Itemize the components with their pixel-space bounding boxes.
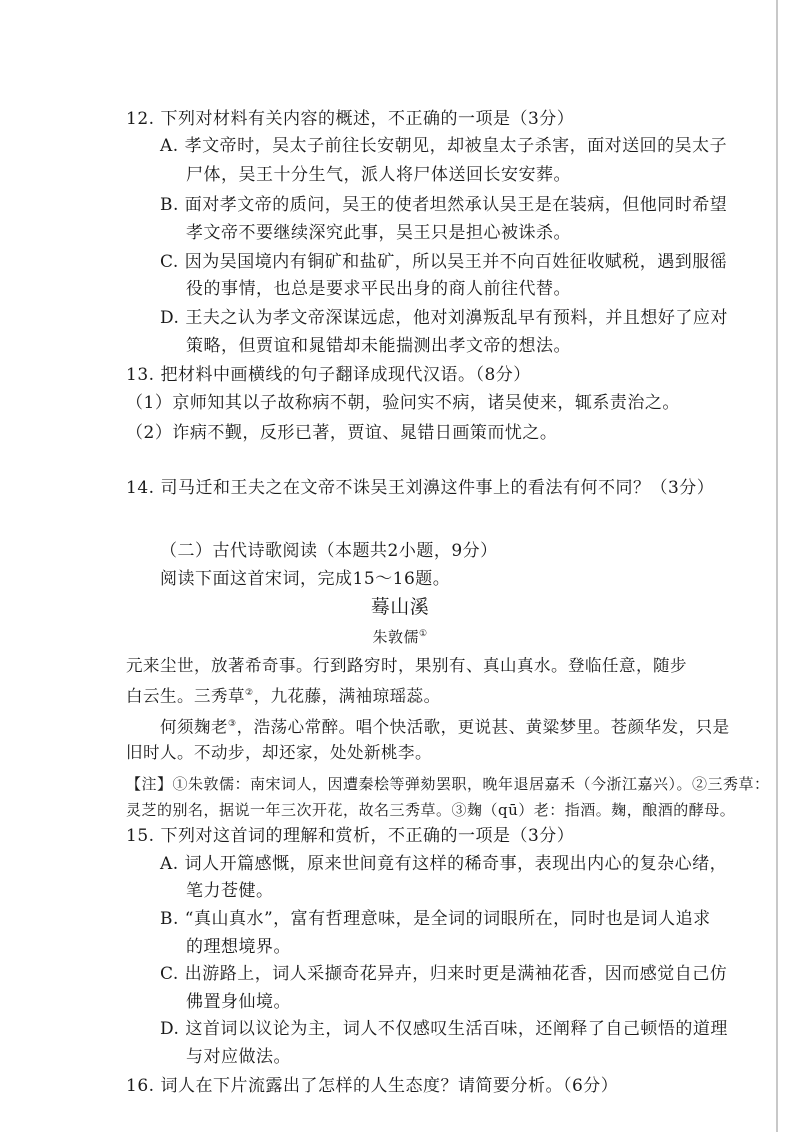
- author-footnote-mark: ①: [418, 629, 428, 639]
- poem-line-2a: 白云生。三秀草: [126, 686, 245, 706]
- q13-sentence-2: （2）诈病不觐，反形已著，贾谊、晁错日画策而忧之。: [126, 423, 558, 443]
- q14-stem: 14. 司马迁和王夫之在文帝不诛吴王刘濞这件事上的看法有何不同？（3分）: [126, 478, 715, 498]
- poem-note-line-2: 灵芝的别名，据说一年三次开花，故名三秀草。③麹（qū）老：指酒。麹，酿酒的酵母。: [126, 801, 736, 819]
- q15-option-d: D. 这首词以议论为主，词人不仅感叹生活百味，还阐释了自己顿悟的道理: [160, 1019, 728, 1039]
- page-edge: [776, 0, 778, 1132]
- q12-option-d-cont: 策略，但贾谊和晁错却未能揣测出孝文帝的想法。: [186, 336, 571, 356]
- q15-option-d-cont: 与对应做法。: [186, 1047, 291, 1067]
- poem-author-name: 朱敦儒: [372, 628, 419, 646]
- q15-stem: 15. 下列对这首词的理解和赏析，不正确的一项是（3分）: [126, 826, 575, 846]
- q15-option-b-cont: 的理想境界。: [186, 937, 291, 957]
- poem-author: [0, 621, 800, 650]
- footnote-mark-2: ②: [245, 688, 254, 698]
- q12-stem: 12. 下列对材料有关内容的概述，不正确的一项是（3分）: [126, 109, 575, 129]
- section-heading: （二）古代诗歌阅读（本题共2小题，9分）: [160, 541, 498, 561]
- poem-line-3: [160, 711, 730, 741]
- footnote-mark-3: ③: [228, 719, 237, 729]
- q16-stem: 16. 词人在下片流露出了怎样的人生态度？请简要分析。（6分）: [126, 1076, 619, 1096]
- q12-option-c: C. 因为吴国境内有铜矿和盐矿，所以吴王并不向百姓征收赋税，遇到服徭: [160, 252, 728, 272]
- q12-option-a: A. 孝文帝时，吴太子前往长安朝见，却被皇太子杀害，面对送回的吴太子: [160, 136, 728, 156]
- q15-option-b: B. “真山真水”，富有哲理意味，是全词的词眼所在，同时也是词人追求: [160, 909, 711, 929]
- poem-line-2b: ，九花藤，满袖琼瑶蕊。: [253, 686, 441, 706]
- poem-title: 蓦山溪: [370, 596, 430, 618]
- poem-line-4: 旧时人。不动步，却还家，处处新桃李。: [126, 743, 432, 762]
- section-instruction: 阅读下面这首宋词，完成15～16题。: [160, 569, 451, 589]
- q12-option-a-cont: 尸体，吴王十分生气，派人将尸体送回长安安葬。: [186, 165, 571, 185]
- q15-option-c-cont: 佛置身仙境。: [186, 992, 291, 1012]
- poem-line-2: [126, 680, 441, 710]
- poem-line-3a: 何须麹老: [160, 717, 228, 737]
- q12-option-b: B. 面对孝文帝的质问，吴王的使者坦然承认吴王是在装病，但他同时希望: [160, 195, 728, 215]
- q13-stem: 13. 把材料中画横线的句子翻译成现代汉语。（8分）: [126, 365, 531, 385]
- q12-option-d: D. 王夫之认为孝文帝深谋远虑，他对刘濞叛乱早有预料，并且想好了应对: [160, 308, 728, 328]
- q15-option-c: C. 出游路上，词人采撷奇花异卉，归来时更是满袖花香，因而感觉自己仿: [160, 964, 728, 984]
- q12-option-b-cont: 孝文帝不要继续深究此事，吴王只是担心被诛杀。: [186, 223, 571, 243]
- q12-option-c-cont: 役的事情，也总是要求平民出身的商人前往代替。: [186, 279, 571, 299]
- poem-note-line-1: 【注】①朱敦儒：南宋词人，因遭秦桧等弹劾罢职，晚年退居嘉禾（今浙江嘉兴）。②三秀草：: [126, 775, 770, 793]
- q15-option-a-cont: 笔力苍健。: [186, 881, 274, 901]
- q13-sentence-1: （1）京师知其以子故称病不朝，验问实不病，诸吴使来，辄系责治之。: [126, 393, 680, 413]
- poem-line-1: 元来尘世，放著希奇事。行到路穷时，果别有、真山真水。登临任意，随步: [126, 656, 687, 675]
- q15-option-a: A. 词人开篇感慨，原来世间竟有这样的稀奇事，表现出内心的复杂心绪，: [160, 854, 728, 874]
- poem-line-3b: ，浩荡心常醉。唱个快活歌，更说甚、黄粱梦里。苍颜华发，只是: [236, 717, 730, 737]
